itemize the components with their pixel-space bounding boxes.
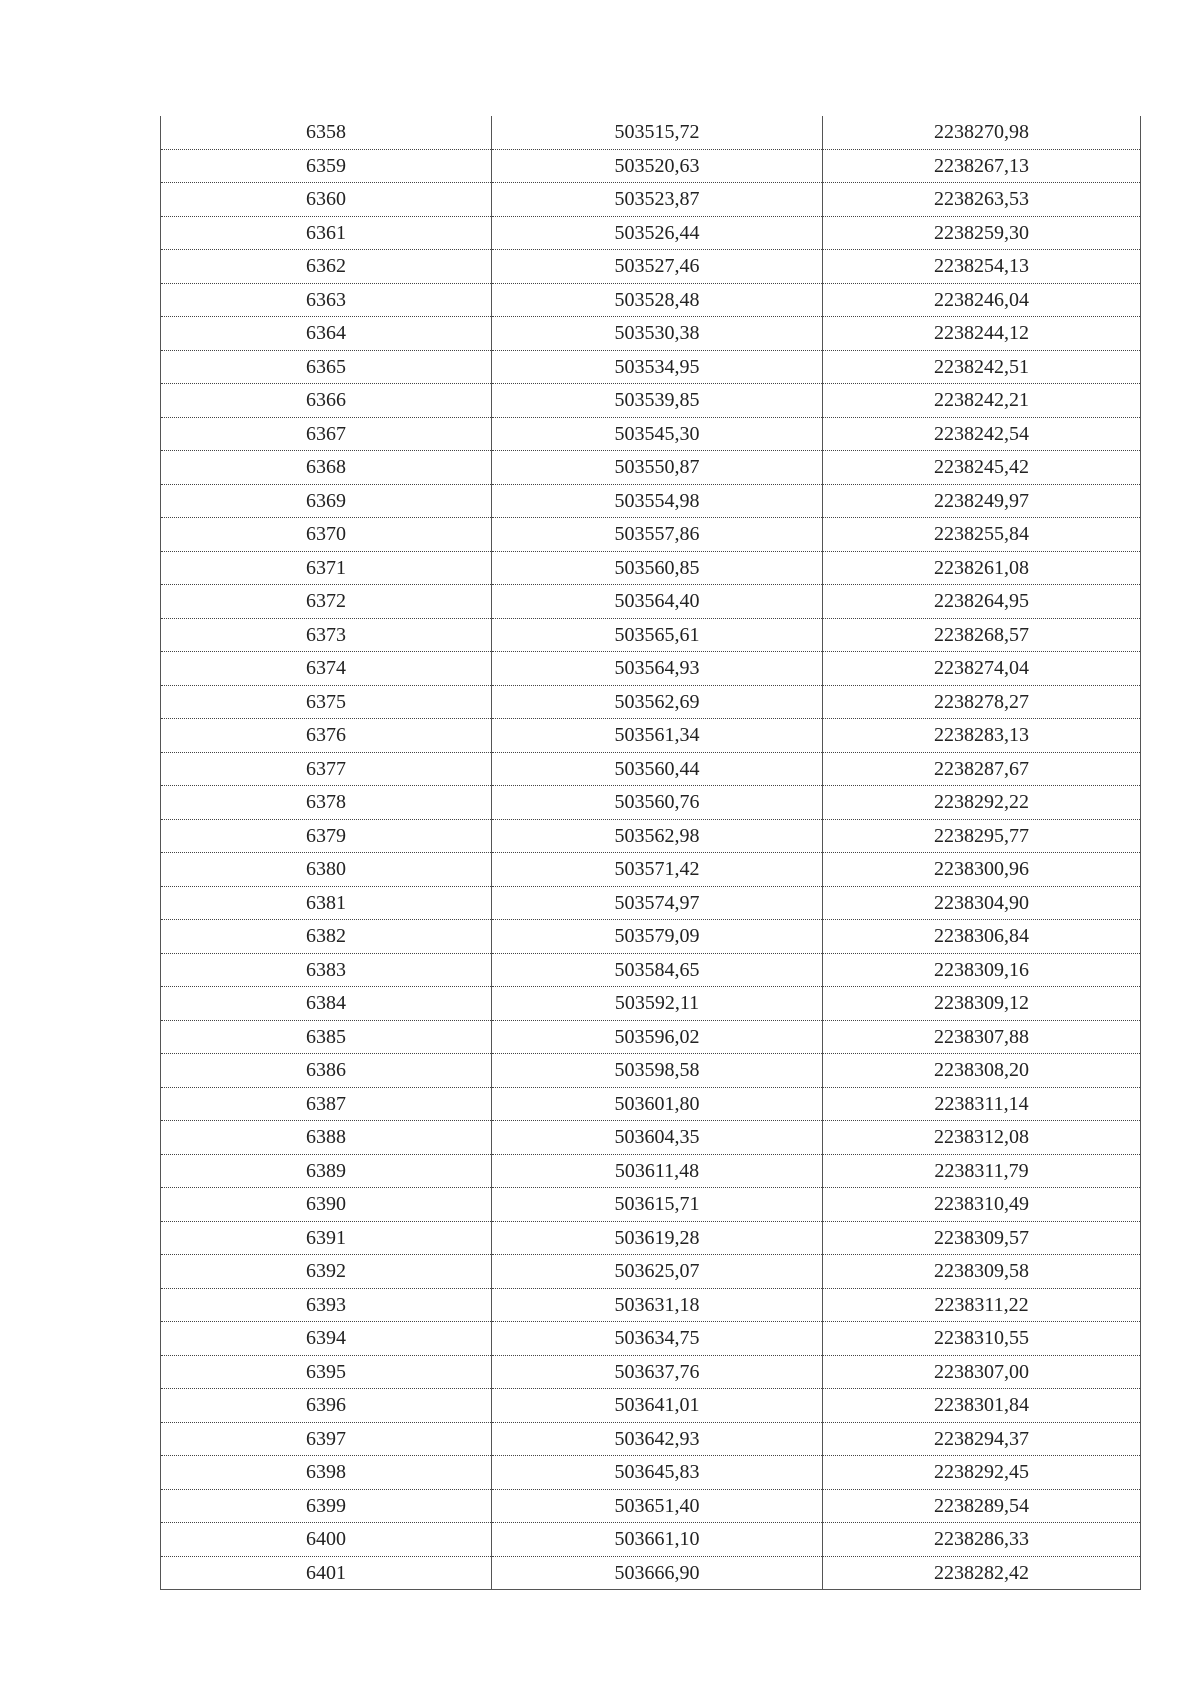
y-coordinate-cell: 2238264,95	[823, 585, 1141, 619]
table-row	[161, 953, 1141, 987]
y-coordinate-cell: 2238268,57	[823, 618, 1141, 652]
x-coordinate-cell: 503530,38	[492, 317, 823, 351]
x-coordinate-cell: 503564,40	[492, 585, 823, 619]
y-coordinate-cell: 2238242,21	[823, 384, 1141, 418]
point-number-cell: 6384	[161, 987, 492, 1021]
point-number-cell: 6390	[161, 1188, 492, 1222]
y-coordinate-cell: 2238267,13	[823, 149, 1141, 183]
y-coordinate-cell: 2238278,27	[823, 685, 1141, 719]
x-coordinate-cell: 503584,65	[492, 953, 823, 987]
point-number-cell: 6382	[161, 920, 492, 954]
x-coordinate-cell: 503560,85	[492, 551, 823, 585]
y-coordinate-cell: 2238249,97	[823, 484, 1141, 518]
table-row	[161, 987, 1141, 1021]
x-coordinate-cell: 503619,28	[492, 1221, 823, 1255]
x-coordinate-cell: 503571,42	[492, 853, 823, 887]
y-coordinate-cell: 2238263,53	[823, 183, 1141, 217]
y-coordinate-cell: 2238311,22	[823, 1288, 1141, 1322]
x-coordinate-cell: 503564,93	[492, 652, 823, 686]
point-number-cell: 6391	[161, 1221, 492, 1255]
point-number-cell: 6396	[161, 1389, 492, 1423]
point-number-cell: 6374	[161, 652, 492, 686]
point-number-cell: 6369	[161, 484, 492, 518]
x-coordinate-cell: 503523,87	[492, 183, 823, 217]
y-coordinate-cell: 2238300,96	[823, 853, 1141, 887]
x-coordinate-cell: 503631,18	[492, 1288, 823, 1322]
y-coordinate-cell: 2238246,04	[823, 283, 1141, 317]
table-row	[161, 116, 1141, 149]
point-number-cell: 6360	[161, 183, 492, 217]
x-coordinate-cell: 503527,46	[492, 250, 823, 284]
y-coordinate-cell: 2238301,84	[823, 1389, 1141, 1423]
point-number-cell: 6368	[161, 451, 492, 485]
x-coordinate-cell: 503641,01	[492, 1389, 823, 1423]
point-number-cell: 6363	[161, 283, 492, 317]
y-coordinate-cell: 2238255,84	[823, 518, 1141, 552]
table-row	[161, 719, 1141, 753]
table-row	[161, 618, 1141, 652]
y-coordinate-cell: 2238309,58	[823, 1255, 1141, 1289]
point-number-cell: 6380	[161, 853, 492, 887]
table-row	[161, 1422, 1141, 1456]
point-number-cell: 6392	[161, 1255, 492, 1289]
table-row	[161, 786, 1141, 820]
x-coordinate-cell: 503550,87	[492, 451, 823, 485]
x-coordinate-cell: 503625,07	[492, 1255, 823, 1289]
x-coordinate-cell: 503598,58	[492, 1054, 823, 1088]
table-row	[161, 518, 1141, 552]
point-number-cell: 6385	[161, 1020, 492, 1054]
y-coordinate-cell: 2238245,42	[823, 451, 1141, 485]
table-row	[161, 1188, 1141, 1222]
y-coordinate-cell: 2238309,12	[823, 987, 1141, 1021]
point-number-cell: 6366	[161, 384, 492, 418]
table-row	[161, 752, 1141, 786]
table-row	[161, 1255, 1141, 1289]
y-coordinate-cell: 2238274,04	[823, 652, 1141, 686]
table-row	[161, 853, 1141, 887]
y-coordinate-cell: 2238307,88	[823, 1020, 1141, 1054]
y-coordinate-cell: 2238292,22	[823, 786, 1141, 820]
x-coordinate-cell: 503615,71	[492, 1188, 823, 1222]
x-coordinate-cell: 503666,90	[492, 1556, 823, 1590]
point-number-cell: 6389	[161, 1154, 492, 1188]
x-coordinate-cell: 503534,95	[492, 350, 823, 384]
y-coordinate-cell: 2238309,57	[823, 1221, 1141, 1255]
y-coordinate-cell: 2238308,20	[823, 1054, 1141, 1088]
table-row	[161, 585, 1141, 619]
table-row	[161, 417, 1141, 451]
x-coordinate-cell: 503515,72	[492, 116, 823, 149]
table-row	[161, 819, 1141, 853]
table-row	[161, 1322, 1141, 1356]
x-coordinate-cell: 503592,11	[492, 987, 823, 1021]
table-row	[161, 317, 1141, 351]
x-coordinate-cell: 503645,83	[492, 1456, 823, 1490]
x-coordinate-cell: 503557,86	[492, 518, 823, 552]
table-row	[161, 685, 1141, 719]
x-coordinate-cell: 503642,93	[492, 1422, 823, 1456]
point-number-cell: 6394	[161, 1322, 492, 1356]
y-coordinate-cell: 2238304,90	[823, 886, 1141, 920]
x-coordinate-cell: 503562,98	[492, 819, 823, 853]
y-coordinate-cell: 2238261,08	[823, 551, 1141, 585]
x-coordinate-cell: 503561,34	[492, 719, 823, 753]
point-number-cell: 6395	[161, 1355, 492, 1389]
table-row	[161, 1154, 1141, 1188]
x-coordinate-cell: 503560,44	[492, 752, 823, 786]
point-number-cell: 6386	[161, 1054, 492, 1088]
point-number-cell: 6401	[161, 1556, 492, 1590]
point-number-cell: 6399	[161, 1489, 492, 1523]
table-row	[161, 1523, 1141, 1557]
point-number-cell: 6365	[161, 350, 492, 384]
x-coordinate-cell: 503574,97	[492, 886, 823, 920]
y-coordinate-cell: 2238310,49	[823, 1188, 1141, 1222]
table-row	[161, 350, 1141, 384]
point-number-cell: 6358	[161, 116, 492, 149]
table-row	[161, 920, 1141, 954]
x-coordinate-cell: 503545,30	[492, 417, 823, 451]
x-coordinate-cell: 503528,48	[492, 283, 823, 317]
point-number-cell: 6375	[161, 685, 492, 719]
y-coordinate-cell: 2238259,30	[823, 216, 1141, 250]
x-coordinate-cell: 503560,76	[492, 786, 823, 820]
x-coordinate-cell: 503611,48	[492, 1154, 823, 1188]
y-coordinate-cell: 2238283,13	[823, 719, 1141, 753]
y-coordinate-cell: 2238242,54	[823, 417, 1141, 451]
table-row	[161, 652, 1141, 686]
table-row	[161, 149, 1141, 183]
table-row	[161, 451, 1141, 485]
x-coordinate-cell: 503661,10	[492, 1523, 823, 1557]
point-number-cell: 6387	[161, 1087, 492, 1121]
y-coordinate-cell: 2238311,79	[823, 1154, 1141, 1188]
point-number-cell: 6398	[161, 1456, 492, 1490]
table-row	[161, 1221, 1141, 1255]
table-row	[161, 1087, 1141, 1121]
y-coordinate-cell: 2238306,84	[823, 920, 1141, 954]
x-coordinate-cell: 503604,35	[492, 1121, 823, 1155]
table-row	[161, 551, 1141, 585]
point-number-cell: 6381	[161, 886, 492, 920]
y-coordinate-cell: 2238289,54	[823, 1489, 1141, 1523]
table-row	[161, 216, 1141, 250]
y-coordinate-cell: 2238242,51	[823, 350, 1141, 384]
point-number-cell: 6379	[161, 819, 492, 853]
table-row	[161, 183, 1141, 217]
y-coordinate-cell: 2238282,42	[823, 1556, 1141, 1590]
table-row	[161, 1121, 1141, 1155]
table-row	[161, 1020, 1141, 1054]
coordinates-table-body	[161, 116, 1141, 1590]
table-row	[161, 1556, 1141, 1590]
table-row	[161, 1054, 1141, 1088]
table-row	[161, 1288, 1141, 1322]
y-coordinate-cell: 2238311,14	[823, 1087, 1141, 1121]
table-row	[161, 1456, 1141, 1490]
table-row	[161, 886, 1141, 920]
x-coordinate-cell: 503596,02	[492, 1020, 823, 1054]
point-number-cell: 6362	[161, 250, 492, 284]
point-number-cell: 6376	[161, 719, 492, 753]
y-coordinate-cell: 2238309,16	[823, 953, 1141, 987]
point-number-cell: 6388	[161, 1121, 492, 1155]
table-row	[161, 484, 1141, 518]
table-row	[161, 1489, 1141, 1523]
y-coordinate-cell: 2238286,33	[823, 1523, 1141, 1557]
point-number-cell: 6361	[161, 216, 492, 250]
x-coordinate-cell: 503562,69	[492, 685, 823, 719]
y-coordinate-cell: 2238310,55	[823, 1322, 1141, 1356]
y-coordinate-cell: 2238294,37	[823, 1422, 1141, 1456]
table-row	[161, 1355, 1141, 1389]
point-number-cell: 6373	[161, 618, 492, 652]
table-row	[161, 1389, 1141, 1423]
point-number-cell: 6378	[161, 786, 492, 820]
y-coordinate-cell: 2238307,00	[823, 1355, 1141, 1389]
table-row	[161, 384, 1141, 418]
point-number-cell: 6393	[161, 1288, 492, 1322]
x-coordinate-cell: 503554,98	[492, 484, 823, 518]
point-number-cell: 6359	[161, 149, 492, 183]
y-coordinate-cell: 2238287,67	[823, 752, 1141, 786]
table-row	[161, 283, 1141, 317]
x-coordinate-cell: 503634,75	[492, 1322, 823, 1356]
x-coordinate-cell: 503637,76	[492, 1355, 823, 1389]
point-number-cell: 6383	[161, 953, 492, 987]
coordinates-table	[160, 116, 1141, 1590]
x-coordinate-cell: 503526,44	[492, 216, 823, 250]
x-coordinate-cell: 503651,40	[492, 1489, 823, 1523]
table-row	[161, 250, 1141, 284]
x-coordinate-cell: 503601,80	[492, 1087, 823, 1121]
x-coordinate-cell: 503520,63	[492, 149, 823, 183]
point-number-cell: 6400	[161, 1523, 492, 1557]
x-coordinate-cell: 503579,09	[492, 920, 823, 954]
point-number-cell: 6372	[161, 585, 492, 619]
point-number-cell: 6364	[161, 317, 492, 351]
y-coordinate-cell: 2238292,45	[823, 1456, 1141, 1490]
y-coordinate-cell: 2238312,08	[823, 1121, 1141, 1155]
y-coordinate-cell: 2238244,12	[823, 317, 1141, 351]
y-coordinate-cell: 2238295,77	[823, 819, 1141, 853]
point-number-cell: 6397	[161, 1422, 492, 1456]
point-number-cell: 6371	[161, 551, 492, 585]
y-coordinate-cell: 2238270,98	[823, 116, 1141, 149]
x-coordinate-cell: 503539,85	[492, 384, 823, 418]
x-coordinate-cell: 503565,61	[492, 618, 823, 652]
point-number-cell: 6377	[161, 752, 492, 786]
point-number-cell: 6370	[161, 518, 492, 552]
y-coordinate-cell: 2238254,13	[823, 250, 1141, 284]
point-number-cell: 6367	[161, 417, 492, 451]
